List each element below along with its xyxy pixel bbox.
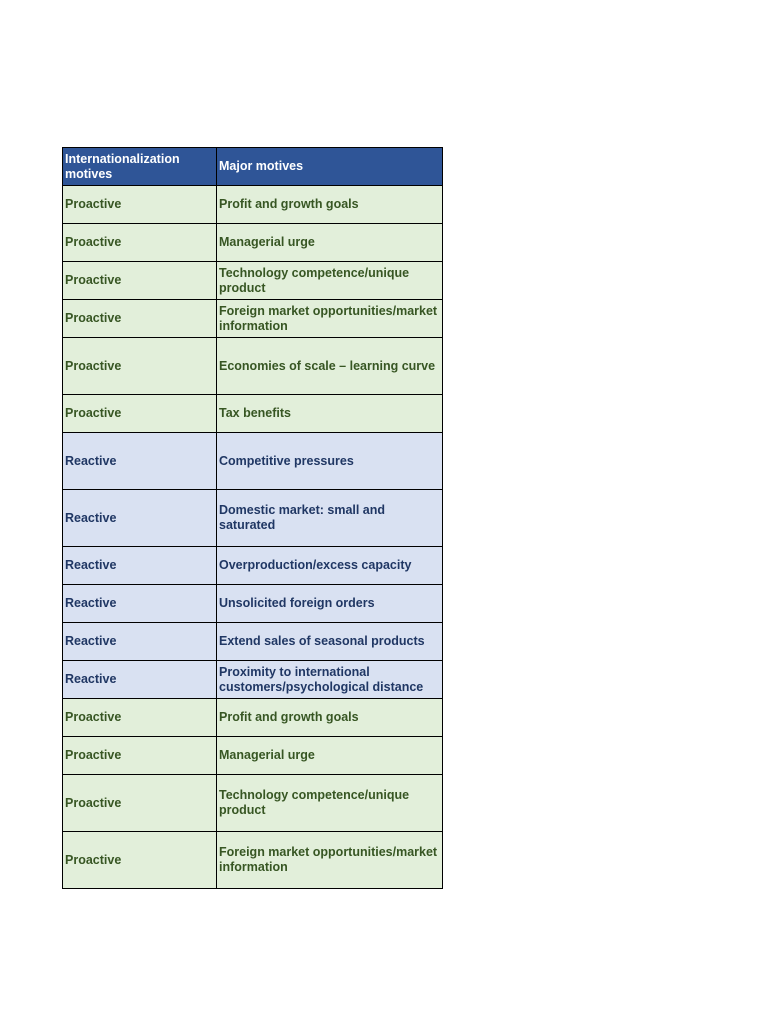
table-row (63, 661, 443, 699)
motive-type-cell: Proactive (63, 224, 217, 262)
motive-type-cell: Proactive (63, 699, 217, 737)
motive-type-cell: Proactive (63, 300, 217, 338)
header-internationalization-motives: Internationalization motives (63, 148, 217, 186)
motive-type-cell: Proactive (63, 775, 217, 832)
table-row (63, 186, 443, 224)
table-row (63, 547, 443, 585)
major-motive-cell: Managerial urge (217, 737, 443, 775)
table-row (63, 224, 443, 262)
table-header-row (63, 148, 443, 186)
major-motive-cell: Economies of scale – learning curve (217, 338, 443, 395)
table-row (63, 623, 443, 661)
table-row (63, 338, 443, 395)
major-motive-cell: Profit and growth goals (217, 699, 443, 737)
major-motive-cell: Unsolicited foreign orders (217, 585, 443, 623)
table-row (63, 737, 443, 775)
table-row (63, 699, 443, 737)
motive-type-cell: Reactive (63, 661, 217, 699)
header-major-motives: Major motives (217, 148, 443, 186)
major-motive-cell: Managerial urge (217, 224, 443, 262)
motive-type-cell: Proactive (63, 395, 217, 433)
major-motive-cell: Foreign market opportunities/market information (217, 832, 443, 889)
major-motive-cell: Technology competence/unique product (217, 775, 443, 832)
table-row (63, 433, 443, 490)
motive-type-cell: Reactive (63, 623, 217, 661)
motive-type-cell: Proactive (63, 832, 217, 889)
table-row (63, 585, 443, 623)
major-motive-cell: Technology competence/unique product (217, 262, 443, 300)
table-row (63, 775, 443, 832)
major-motive-cell: Tax benefits (217, 395, 443, 433)
motives-table (62, 147, 443, 889)
major-motive-cell: Domestic market: small and saturated (217, 490, 443, 547)
motive-type-cell: Reactive (63, 490, 217, 547)
table-row (63, 262, 443, 300)
motive-type-cell: Proactive (63, 262, 217, 300)
motive-type-cell: Proactive (63, 186, 217, 224)
motive-type-cell: Proactive (63, 338, 217, 395)
major-motive-cell: Competitive pressures (217, 433, 443, 490)
motive-type-cell: Proactive (63, 737, 217, 775)
major-motive-cell: Foreign market opportunities/market information (217, 300, 443, 338)
motive-type-cell: Reactive (63, 433, 217, 490)
major-motive-cell: Overproduction/excess capacity (217, 547, 443, 585)
table-row (63, 490, 443, 547)
motive-type-cell: Reactive (63, 585, 217, 623)
motive-type-cell: Reactive (63, 547, 217, 585)
major-motive-cell: Proximity to international customers/psychological distance (217, 661, 443, 699)
table-row (63, 300, 443, 338)
major-motive-cell: Profit and growth goals (217, 186, 443, 224)
table-row (63, 395, 443, 433)
table-row (63, 832, 443, 889)
major-motive-cell: Extend sales of seasonal products (217, 623, 443, 661)
